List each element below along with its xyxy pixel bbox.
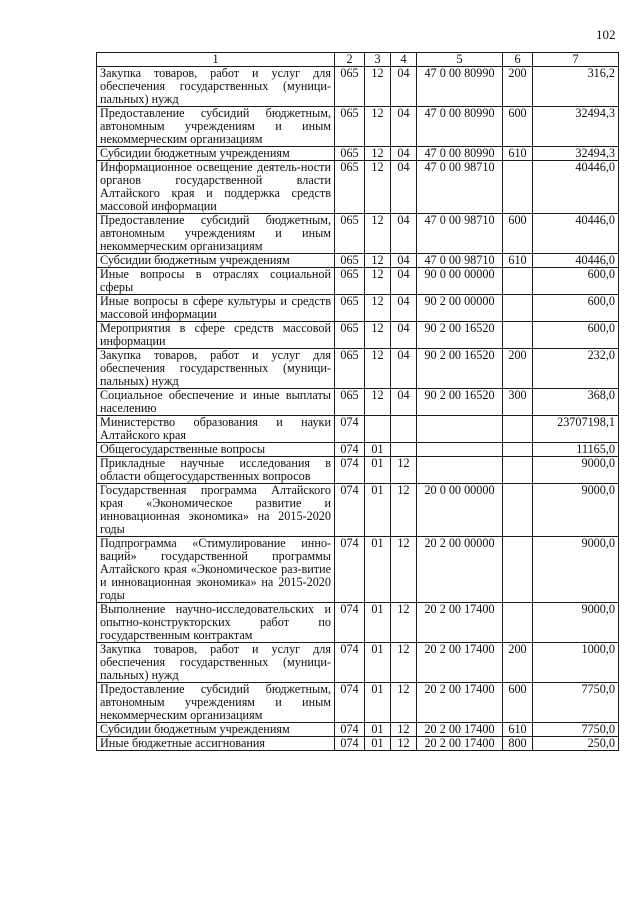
- amount-cell: 32494,3: [533, 107, 619, 147]
- table-row: [97, 214, 619, 254]
- expense-type-cell: 600: [503, 214, 533, 254]
- subsection-code-cell: 04: [391, 295, 417, 322]
- row-name-cell: Прикладные научные исследования в области общегосударственных вопросов: [97, 457, 335, 484]
- amount-cell: 7750,0: [533, 723, 619, 737]
- amount-cell: 600,0: [533, 295, 619, 322]
- amount-cell: 7750,0: [533, 683, 619, 723]
- row-name-cell: Информационное освещение деятель-ности органов государственной власти Алтайского края и поддержка средств массовой информации: [97, 161, 335, 214]
- target-article-cell: 20 2 00 00000: [417, 537, 503, 603]
- department-code-cell: 065: [335, 107, 365, 147]
- target-article-cell: 90 2 00 16520: [417, 322, 503, 349]
- target-article-cell: 90 2 00 16520: [417, 389, 503, 416]
- amount-cell: 9000,0: [533, 537, 619, 603]
- row-name-cell: Министерство образования и науки Алтайского края: [97, 416, 335, 443]
- subsection-code-cell: 12: [391, 683, 417, 723]
- department-code-cell: 065: [335, 295, 365, 322]
- expense-type-cell: [503, 443, 533, 457]
- subsection-code-cell: 12: [391, 643, 417, 683]
- row-name-cell: Субсидии бюджетным учреждениям: [97, 254, 335, 268]
- department-code-cell: 065: [335, 322, 365, 349]
- section-code-cell: 12: [365, 107, 391, 147]
- department-code-cell: 065: [335, 161, 365, 214]
- department-code-cell: 074: [335, 484, 365, 537]
- section-code-cell: 12: [365, 67, 391, 107]
- header-cell: 1: [97, 53, 335, 67]
- row-name-cell: Выполнение научно-исследовательских и опытно-конструкторских работ по государственным контрактам: [97, 603, 335, 643]
- header-cell: 3: [365, 53, 391, 67]
- table-row: [97, 683, 619, 723]
- amount-cell: 40446,0: [533, 254, 619, 268]
- department-code-cell: 074: [335, 723, 365, 737]
- expense-type-cell: [503, 457, 533, 484]
- row-name-cell: Закупка товаров, работ и услуг для обеспечения государственных (муници-пальных) нужд: [97, 643, 335, 683]
- section-code-cell: 01: [365, 603, 391, 643]
- section-code-cell: 12: [365, 268, 391, 295]
- section-code-cell: 12: [365, 147, 391, 161]
- section-code-cell: 01: [365, 723, 391, 737]
- amount-cell: 600,0: [533, 322, 619, 349]
- target-article-cell: 47 0 00 80990: [417, 107, 503, 147]
- expense-type-cell: [503, 322, 533, 349]
- section-code-cell: 01: [365, 443, 391, 457]
- table-row: [97, 147, 619, 161]
- subsection-code-cell: 04: [391, 214, 417, 254]
- row-name-cell: Предоставление субсидий бюджетным, автономным учреждениям и иным некоммерческим организациям: [97, 683, 335, 723]
- table-row: [97, 416, 619, 443]
- table-row: [97, 537, 619, 603]
- row-name-cell: Предоставление субсидий бюджетным, автономным учреждениям и иным некоммерческим организациям: [97, 214, 335, 254]
- row-name-cell: Государственная программа Алтайского края «Экономическое развитие и инновационная экономика» на 2015-2020 годы: [97, 484, 335, 537]
- row-name-cell: Закупка товаров, работ и услуг для обеспечения государственных (муници-пальных) нужд: [97, 67, 335, 107]
- subsection-code-cell: 12: [391, 537, 417, 603]
- header-row: [97, 53, 619, 67]
- department-code-cell: 074: [335, 537, 365, 603]
- department-code-cell: 074: [335, 457, 365, 484]
- subsection-code-cell: 04: [391, 268, 417, 295]
- expense-type-cell: [503, 603, 533, 643]
- row-name-cell: Подпрограмма «Стимулирование инно-ваций» государственной программы Алтайского края «Экономическое раз-витие и инновационная экономика» на 2015-2020 годы: [97, 537, 335, 603]
- expense-type-cell: 300: [503, 389, 533, 416]
- target-article-cell: 90 2 00 16520: [417, 349, 503, 389]
- target-article-cell: 47 0 00 98710: [417, 214, 503, 254]
- table-row: [97, 603, 619, 643]
- row-name-cell: Субсидии бюджетным учреждениям: [97, 723, 335, 737]
- target-article-cell: 47 0 00 80990: [417, 67, 503, 107]
- department-code-cell: 074: [335, 643, 365, 683]
- expense-type-cell: 600: [503, 107, 533, 147]
- subsection-code-cell: 12: [391, 723, 417, 737]
- expense-type-cell: 200: [503, 643, 533, 683]
- header-cell: 6: [503, 53, 533, 67]
- page-number: 102: [596, 27, 616, 42]
- amount-cell: 11165,0: [533, 443, 619, 457]
- subsection-code-cell: 12: [391, 737, 417, 751]
- amount-cell: 9000,0: [533, 603, 619, 643]
- amount-cell: 250,0: [533, 737, 619, 751]
- section-code-cell: 01: [365, 737, 391, 751]
- expense-type-cell: [503, 295, 533, 322]
- amount-cell: 316,2: [533, 67, 619, 107]
- row-name-cell: Социальное обеспечение и иные выплаты населению: [97, 389, 335, 416]
- header-cell: 4: [391, 53, 417, 67]
- table-row: [97, 254, 619, 268]
- row-name-cell: Закупка товаров, работ и услуг для обеспечения государственных (муници-пальных) нужд: [97, 349, 335, 389]
- section-code-cell: 12: [365, 389, 391, 416]
- subsection-code-cell: 04: [391, 161, 417, 214]
- header-cell: 2: [335, 53, 365, 67]
- subsection-code-cell: 04: [391, 349, 417, 389]
- department-code-cell: 074: [335, 603, 365, 643]
- section-code-cell: 01: [365, 457, 391, 484]
- department-code-cell: 074: [335, 416, 365, 443]
- section-code-cell: 12: [365, 322, 391, 349]
- target-article-cell: 47 0 00 98710: [417, 254, 503, 268]
- subsection-code-cell: 12: [391, 603, 417, 643]
- expense-type-cell: 610: [503, 723, 533, 737]
- section-code-cell: [365, 416, 391, 443]
- table-row: [97, 389, 619, 416]
- table-row: [97, 737, 619, 751]
- target-article-cell: [417, 416, 503, 443]
- table-row: [97, 161, 619, 214]
- target-article-cell: [417, 457, 503, 484]
- amount-cell: 40446,0: [533, 214, 619, 254]
- section-code-cell: 01: [365, 643, 391, 683]
- target-article-cell: 47 0 00 80990: [417, 147, 503, 161]
- target-article-cell: 47 0 00 98710: [417, 161, 503, 214]
- target-article-cell: 20 2 00 17400: [417, 683, 503, 723]
- expense-type-cell: [503, 268, 533, 295]
- subsection-code-cell: 12: [391, 457, 417, 484]
- department-code-cell: 065: [335, 67, 365, 107]
- subsection-code-cell: 04: [391, 389, 417, 416]
- subsection-code-cell: [391, 443, 417, 457]
- expense-type-cell: 600: [503, 683, 533, 723]
- table-row: [97, 643, 619, 683]
- expense-type-cell: 800: [503, 737, 533, 751]
- row-name-cell: Иные вопросы в сфере культуры и средств массовой информации: [97, 295, 335, 322]
- section-code-cell: 01: [365, 683, 391, 723]
- target-article-cell: 20 2 00 17400: [417, 737, 503, 751]
- table-row: [97, 295, 619, 322]
- table-row: [97, 457, 619, 484]
- department-code-cell: 065: [335, 389, 365, 416]
- amount-cell: 600,0: [533, 268, 619, 295]
- table-row: [97, 107, 619, 147]
- target-article-cell: 20 2 00 17400: [417, 723, 503, 737]
- row-name-cell: Предоставление субсидий бюджетным, автономным учреждениям и иным некоммерческим организациям: [97, 107, 335, 147]
- section-code-cell: 12: [365, 349, 391, 389]
- target-article-cell: 20 0 00 00000: [417, 484, 503, 537]
- row-name-cell: Общегосударственные вопросы: [97, 443, 335, 457]
- expense-type-cell: 610: [503, 254, 533, 268]
- amount-cell: 232,0: [533, 349, 619, 389]
- row-name-cell: Мероприятия в сфере средств массовой информации: [97, 322, 335, 349]
- subsection-code-cell: 04: [391, 107, 417, 147]
- table-row: [97, 268, 619, 295]
- target-article-cell: 20 2 00 17400: [417, 643, 503, 683]
- row-name-cell: Иные бюджетные ассигнования: [97, 737, 335, 751]
- expense-type-cell: [503, 416, 533, 443]
- subsection-code-cell: [391, 416, 417, 443]
- header-cell: 7: [533, 53, 619, 67]
- expense-type-cell: [503, 161, 533, 214]
- header-cell: 5: [417, 53, 503, 67]
- department-code-cell: 065: [335, 147, 365, 161]
- amount-cell: 368,0: [533, 389, 619, 416]
- subsection-code-cell: 04: [391, 147, 417, 161]
- budget-table: [96, 52, 619, 751]
- subsection-code-cell: 04: [391, 254, 417, 268]
- subsection-code-cell: 04: [391, 67, 417, 107]
- target-article-cell: 90 0 00 00000: [417, 268, 503, 295]
- table-row: [97, 484, 619, 537]
- expense-type-cell: 200: [503, 349, 533, 389]
- subsection-code-cell: 12: [391, 484, 417, 537]
- section-code-cell: 12: [365, 214, 391, 254]
- table-row: [97, 723, 619, 737]
- amount-cell: 9000,0: [533, 484, 619, 537]
- target-article-cell: [417, 443, 503, 457]
- table-row: [97, 67, 619, 107]
- amount-cell: 1000,0: [533, 643, 619, 683]
- amount-cell: 32494,3: [533, 147, 619, 161]
- amount-cell: 9000,0: [533, 457, 619, 484]
- expense-type-cell: 200: [503, 67, 533, 107]
- amount-cell: 23707198,1: [533, 416, 619, 443]
- table-body: [97, 67, 619, 751]
- department-code-cell: 074: [335, 683, 365, 723]
- department-code-cell: 065: [335, 214, 365, 254]
- department-code-cell: 065: [335, 349, 365, 389]
- target-article-cell: 20 2 00 17400: [417, 603, 503, 643]
- department-code-cell: 074: [335, 443, 365, 457]
- row-name-cell: Иные вопросы в отраслях социальной сферы: [97, 268, 335, 295]
- department-code-cell: 065: [335, 268, 365, 295]
- expense-type-cell: [503, 484, 533, 537]
- section-code-cell: 01: [365, 484, 391, 537]
- target-article-cell: 90 2 00 00000: [417, 295, 503, 322]
- section-code-cell: 12: [365, 254, 391, 268]
- table-row: [97, 322, 619, 349]
- table-row: [97, 349, 619, 389]
- section-code-cell: 12: [365, 161, 391, 214]
- department-code-cell: 074: [335, 737, 365, 751]
- section-code-cell: 01: [365, 537, 391, 603]
- subsection-code-cell: 04: [391, 322, 417, 349]
- expense-type-cell: [503, 537, 533, 603]
- expense-type-cell: 610: [503, 147, 533, 161]
- section-code-cell: 12: [365, 295, 391, 322]
- amount-cell: 40446,0: [533, 161, 619, 214]
- department-code-cell: 065: [335, 254, 365, 268]
- row-name-cell: Субсидии бюджетным учреждениям: [97, 147, 335, 161]
- table-row: [97, 443, 619, 457]
